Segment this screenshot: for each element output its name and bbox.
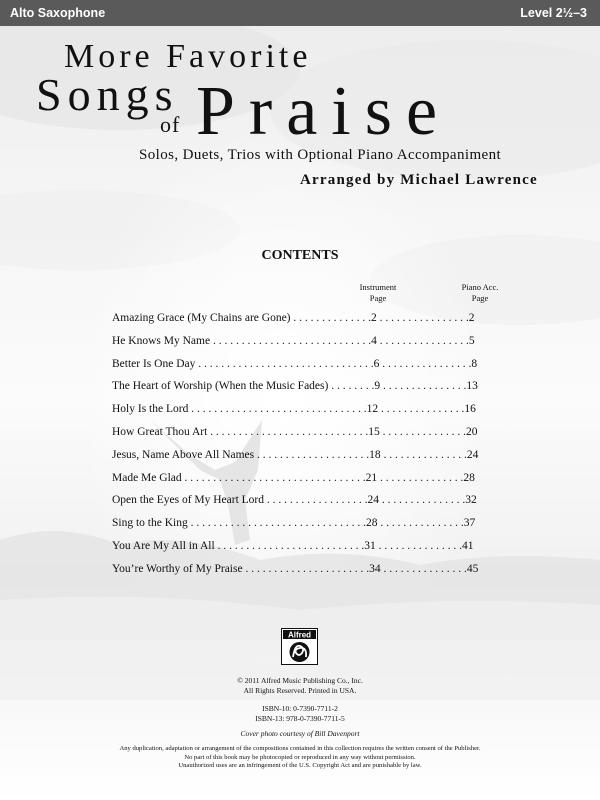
toc-entry-title: How Great Thou Art	[112, 425, 208, 438]
legal-notice	[0, 745, 600, 771]
toc-entry-instrument-page: 24	[367, 494, 380, 507]
toc-entry-title: The Heart of Worship (When the Music Fades)	[112, 380, 329, 393]
toc-entry-piano-page: 13	[466, 380, 478, 393]
toc-entry-instrument-page: 34	[369, 562, 381, 575]
toc-entry-piano-page: 24	[466, 448, 479, 461]
isbn-block	[0, 704, 600, 724]
copyright-block	[0, 676, 600, 696]
toc-entry-instrument-page: 28	[365, 517, 378, 530]
toc-entry-piano-page: 5	[468, 334, 475, 347]
toc-leader-dots: . . . . . . . . . . . . . . . . . . . . . . . . . . . . . . .	[195, 357, 374, 370]
toc-entry-instrument-page: 6	[373, 357, 380, 370]
toc-leader-dots: . . . . . . . . . . . . . . . .	[376, 312, 469, 324]
toc-entry	[112, 492, 492, 515]
toc-leader-dots: . . . . . . . . . . . . . . . .	[379, 357, 472, 370]
toc-leader-dots: . . . . . . . . . . . . . . .	[377, 517, 464, 530]
title-line-2: Songs	[36, 69, 179, 120]
toc-leader-dots: . . . . . . . . . . . . . . .	[377, 471, 464, 484]
toc-entry	[112, 333, 492, 356]
instrument-page-column-header: Instrument Page	[359, 282, 397, 303]
toc-leader-dots: . . . . . . . . . . . . . . . . . . . . . . . . . .	[214, 539, 365, 552]
toc-entry-title: He Knows My Name	[112, 334, 211, 347]
isbn-13: ISBN-13: 978-0-7390-7711-5	[255, 714, 345, 723]
toc-leader-dots: . . . . . . . . . . . . . .	[290, 312, 372, 324]
toc-leader-dots: . . . . . . . . . . . . . . . . . .	[264, 494, 368, 507]
toc-entry-instrument-page: 21	[365, 471, 378, 484]
toc-entry-title: Sing to the King	[112, 517, 188, 530]
arranger-credit: Arranged by Michael Lawrence	[300, 172, 538, 188]
toc-entry-title: Jesus, Name Above All Names	[112, 448, 255, 461]
toc-entry-instrument-page: 31	[364, 539, 376, 552]
toc-entry-title: Holy Is the Lord	[112, 403, 189, 416]
toc-entry	[112, 356, 492, 379]
toc-entry-piano-page: 32	[465, 494, 477, 507]
toc-leader-dots: . . . . . . . . . . . . . . . . . . . . . . . . . . . . . . . .	[181, 471, 366, 484]
subtitle: Solos, Duets, Trios with Optional Piano Accompaniment	[139, 147, 502, 163]
copyright-line: © 2011 Alfred Music Publishing Co., Inc.	[237, 676, 363, 685]
toc-entry-instrument-page: 4	[371, 334, 377, 347]
toc-leader-dots: . . . . . . . . . . . . . . .	[378, 403, 465, 416]
toc-entry	[112, 424, 492, 447]
toc-entry	[112, 515, 492, 538]
toc-entry	[112, 310, 492, 333]
toc-leader-dots: . . . . . . . . . . . . . . .	[380, 380, 467, 393]
isbn-10: ISBN-10: 0-7390-7711-2	[262, 704, 338, 713]
instrument-label: Alto Saxophone	[10, 6, 106, 20]
toc-entry-piano-page: 41	[461, 539, 474, 552]
legal-line-3: Unauthorized uses are an infringement of the U.S. Copyright Act and are punishable by law.	[178, 762, 422, 770]
alfred-logo-text: Alfred	[287, 630, 312, 640]
toc-leader-dots: . . . . . . . . . . . . . . .	[379, 494, 466, 507]
toc-entry-piano-page: 45	[466, 562, 479, 575]
table-of-contents	[112, 310, 492, 584]
toc-leader-dots: . . . . . . . . . . . . . . . . . . . . . . . . . . . . . . .	[188, 403, 367, 416]
toc-leader-dots: . . . . . . . . . . . . . . .	[375, 539, 462, 552]
toc-leader-dots: . . . . . . . . . . . . . . . .	[376, 334, 469, 347]
toc-entry-piano-page: 28	[463, 471, 475, 484]
toc-leader-dots: . . . . . . . . . . . . . . . . . . . . . . . . . . . .	[207, 425, 369, 438]
toc-entry-title: Made Me Glad	[112, 471, 182, 484]
legal-line-1: Any duplication, adaptation or arrangement of the compositions contained in this collection requires the written consent of the Publisher.	[119, 745, 481, 752]
toc-leader-dots: . . . . . . . . . . . . . . . . . . . . . . . . . . . .	[210, 334, 372, 347]
piano-page-column-header: Piano Acc. Page	[461, 282, 499, 303]
toc-entry-title: You’re Worthy of My Praise	[112, 562, 243, 575]
toc-entry	[112, 401, 492, 424]
title-line-3: Praise	[196, 73, 452, 150]
toc-entry-instrument-page: 18	[369, 448, 381, 461]
toc-entry-title: Better Is One Day	[112, 357, 196, 370]
header-bar	[0, 0, 600, 26]
title-of: of	[160, 112, 181, 137]
toc-entry	[112, 470, 492, 493]
photo-credit: Cover photo courtesy of Bill Davenport	[240, 729, 360, 738]
toc-entry-instrument-page: 15	[368, 425, 380, 438]
toc-entry-title: You Are My All in All	[112, 539, 215, 552]
rights-line: All Rights Reserved. Printed in USA.	[243, 686, 357, 695]
toc-entry-piano-page: 20	[466, 425, 478, 438]
toc-leader-dots: . . . . . . . . . . . . . . . . . . . .	[254, 448, 370, 461]
toc-leader-dots: . . . . . . . . . . . . . . .	[380, 562, 467, 575]
toc-entry	[112, 378, 492, 401]
contents-heading: CONTENTS	[261, 248, 339, 263]
toc-entry-instrument-page: 9	[374, 380, 381, 393]
toc-leader-dots: . . . . . . . . . . . . . . . . . . . . . . . . . . . . . . .	[187, 517, 366, 530]
toc-entry	[112, 538, 492, 561]
level-label: Level 2½–3	[520, 6, 587, 20]
toc-leader-dots: . . . . . . . . . . . . . . .	[380, 448, 467, 461]
toc-entry-piano-page: 8	[471, 357, 478, 370]
toc-entry-title: Open the Eyes of My Heart Lord	[112, 494, 265, 507]
toc-entry	[112, 447, 492, 470]
toc-entry-instrument-page: 2	[371, 312, 377, 324]
toc-entry-piano-page: 16	[464, 403, 476, 416]
toc-entry-piano-page: 37	[463, 517, 476, 530]
toc-leader-dots: . . . . . . . . . . . . . . .	[379, 425, 467, 438]
legal-line-2: No part of this book may be photocopied or reproduced in any way without permission.	[184, 753, 416, 761]
toc-leader-dots: . . . . . . . . . . . . . . . . . . . . . .	[242, 562, 370, 575]
toc-entry-title: Amazing Grace (My Chains are Gone)	[112, 312, 291, 324]
toc-entry-instrument-page: 12	[366, 403, 379, 416]
title-line-1: More Favorite	[64, 38, 312, 75]
toc-leader-dots: . . . . . . . .	[328, 380, 375, 393]
toc-entry-piano-page: 2	[468, 312, 475, 324]
toc-entry	[112, 561, 492, 584]
alfred-logo	[281, 628, 318, 665]
